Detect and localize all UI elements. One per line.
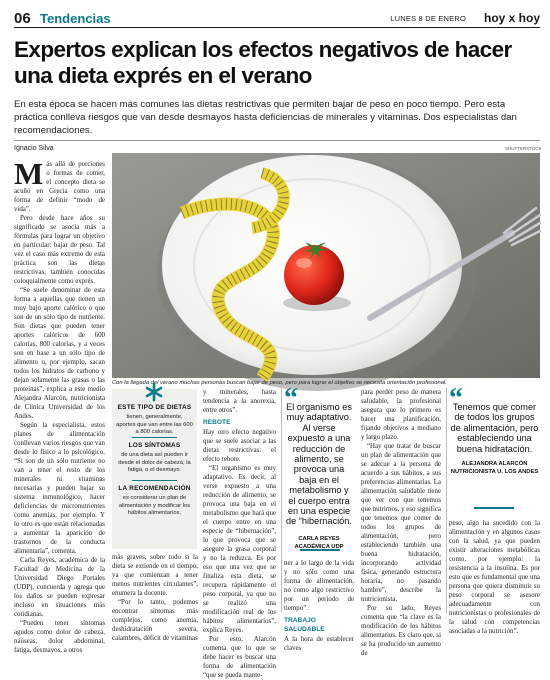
fact-heading: ESTE TIPO DE DIETAS (117, 404, 192, 411)
byline: Ignacio Silva (14, 145, 54, 152)
photo-credit: SHUTTERSTOCK (505, 146, 542, 151)
brand-logo: hoy x hoy (483, 11, 540, 25)
fact-item (116, 485, 193, 518)
column-rule (446, 388, 447, 613)
subheading: TRABAJO SALUDABLE (284, 617, 325, 633)
paragraph: “Por lo tanto, podemos encontrar síntomas más complejos, como anemia, deshidratación severa, calambres, déficit de vitaminas (112, 599, 198, 642)
fact-item (116, 404, 193, 437)
page-header (14, 10, 540, 28)
fact-text: de una dieta así pueden ir desde el dolor de cabeza, la fatiga, o el desmayo. (118, 452, 191, 473)
quote-mark-icon: “ (284, 383, 298, 414)
article-photo (112, 153, 540, 378)
fact-divider (132, 480, 177, 481)
paragraph: y minerales, hasta tendencia a la anorexia, entre otros”. (203, 389, 276, 414)
fact-text: es considerar un plan de alimentación y modificar los hábitos alimentarios. (118, 495, 191, 516)
paragraph: “Se suele denominar de esta forma a aquellas que tienen un muy bajo aporte calórico o que son de un sólo tipo de nutriente. Son dietas que pueden tener aportes calóricos de 600 calorías, 800 calorías, y a veces son en base a un sólo tipo de alimento o, por ejemplo, sacan todos los hidratos de carbono y dejan solamente las grasas o las proteínas”, explica a este medio Alejandra Alarcón, nutricionista de Clínica Universidad de los Andes. (14, 287, 105, 420)
quote-author: ALEJANDRA ALARCÓN NUTRICIONISTA U. LOS ANDES (450, 461, 539, 476)
page-number: 06 (14, 10, 31, 27)
paragraph: más graves, sobre todo si la dieta se extiende en el tiempo, ya que comienzan a tener menos nutrientes circulantes”, enumera la docente. (112, 554, 198, 597)
paragraph: “Pueden tener síntomas agudos como dolor de cabeza, náuseas, dolor abdominal, fatiga, desmayos, a otros (14, 620, 105, 654)
column-rule (281, 388, 282, 613)
headline: Expertos explican los efectos negativos de hacer una dieta exprés en el verano (14, 37, 512, 88)
fact-heading: LA RECOMENDACIÓN (118, 485, 191, 492)
paragraph: Carla Reyes, académica de la Facultad de Medicina de la Universidad Diego Portales (UDP), concuerda y agrega que los daños se pueden expresar incluso en situaciones más cotidianas. (14, 557, 105, 618)
section-name: Tendencias (40, 11, 111, 26)
paragraph: Más allá de porciones o formas de comer, el concepto dieta se acuñó en Grecia como una forma de definir “modo de vida”. (14, 156, 105, 213)
text-column-4 (284, 559, 354, 653)
plate-tomato-tape-illustration (112, 153, 540, 378)
photo-caption: Con la llegada del verano muchas personas buscan bajar de peso, pero para lograr el objetivo se necesita orientación profesional. (112, 380, 447, 386)
fact-heading: LOS SÍNTOMAS (128, 442, 181, 449)
subheading: REBOTE (203, 419, 231, 426)
divider (14, 140, 540, 141)
asterisk-icon (145, 383, 163, 401)
fact-item (116, 442, 193, 475)
pull-quote-alarcon (449, 402, 540, 476)
paragraph: ner a lo largo de la vida y no sólo como una forma de alimentación, no como algo restrictivo por un periodo de tiempo”. (284, 560, 354, 612)
pull-quote-reyes (286, 402, 352, 551)
quote-text: El organismo es muy adaptativo. Al verse expuesto a una reducción de alimento, se provoca una baja en el metabolismo y el cuerpo entra en una especie de “hibernación. (286, 402, 352, 527)
issue-date: LUNES 8 DE ENERO (390, 14, 466, 23)
drop-cap: M (14, 156, 44, 191)
quote-text: Tenemos que comer de todos los grupos de alimentación, pero estableciendo una buena hidratación. (450, 402, 539, 454)
fact-divider (132, 437, 177, 438)
text-column-5 (361, 388, 441, 658)
paragraph: Según la especialista, estos planes de alimentación conllevan varios riesgos que van desde lo físico a lo psicológico. “Si son de un sólo nutriente no van a tener el resto de los minerales ni vitaminas necesarias y pueden bajar su sistema inmunológico, hacer deficiencias de micronutrientes como anemias, por ejemplo. Y lo otro es que están relacionadas a aumentar la aparición de trastornos de la conducta alimentaria”, comenta. (14, 422, 105, 555)
paragraph: Por esto, Alarcón comenta que lo que se debe hacer es buscar una forma de alimentación “que se pueda mante- (203, 636, 276, 679)
standfirst: En esta época se hacen más comunes las dietas restrictivas que permiten bajar de peso en poco tiempo. Pero esta práctica conlleva riesgos que van desde desmayos hasta deficiencias de minerales y vitaminas. Dos especialistas dan recomendaciones. (14, 99, 517, 136)
paragraph: Por su lado, Reyes comenta que “la clave es la modificación de los hábitos alimentarios. Es claro que, si se ha producido un aumento de (361, 605, 441, 657)
quote-bar (474, 507, 514, 509)
quote-author: CARLA REYES ACADÉMICA UDP (294, 535, 344, 550)
paragraph: “El organismo es muy adaptativo. Es decir, al verse expuesto a una reducción de alimento, se provoca una baja en el metabolismo que hará que el cuerpo entre en una especie de “hibernación”, lo que provoca que se asegure la grasa corporal y no la reduzca. Es por eso que una vez que se finaliza esta dieta, se recupera rápidamente el peso corporal, ya que no se realizó una modificación real de los hábitos alimentarios”, explica Reyes. (203, 465, 276, 634)
paragraph: peso, algo ha sucedido con la alimentación y en algunos casos con la salud, ya que pueden existir alteraciones metabólicas como, por ejemplo: la resistencia a la insulina. Es por esto que es fundamental que una persona que quiera disminuir su peso corporal se asesore adecuadamente con nutricionistas o profesionales de la salud con competencias asociadas a la nutrición”. (449, 520, 540, 635)
text-column-2 (112, 553, 198, 643)
fact-text: tienen, generalmente, aportes que van entre las 600 a 800 calorías. (116, 414, 193, 435)
quote-mark-icon: “ (449, 383, 463, 414)
paragraph: para perder peso de manera saludable, la profesional asegura que lo primero es hacer una planificación, fijando objetivos a mediano y largo plazo. (361, 389, 441, 441)
quote-bar (300, 549, 340, 551)
text-column-1 (14, 156, 105, 655)
text-column-6 (449, 519, 540, 636)
text-column-3 (203, 388, 276, 680)
paragraph: A la hora de establecer claves (284, 636, 354, 652)
paragraph: Pero desde hace años su significado se asocia más a fórmulas para lograr un objetivo en particular: bajar de peso. Tal vez el caso más extremo de esta práctica son las dietas restrictivas, también conocidas coloquialmente como exprés. (14, 215, 105, 285)
paragraph: “Hay que tratar de buscar un plan de alimentación que se adecue a la persona de acuerdo a sus hábitos, a sus preferencias alimentarias. La alimentación saludable tiene que ver con que tenemos que nutrirnos, y eso significa que tenemos que comer de todos los grupos de alimentación, pero estableciendo también una buena hidratación, incorporando actividad física, generando estructura horaria, no pasando hambre”, describe la nutricionista. (361, 443, 441, 603)
paragraph: Hay otro efecto negativo que se suele asociar a las dietas restrictivas: el efecto rebote. (203, 429, 276, 463)
